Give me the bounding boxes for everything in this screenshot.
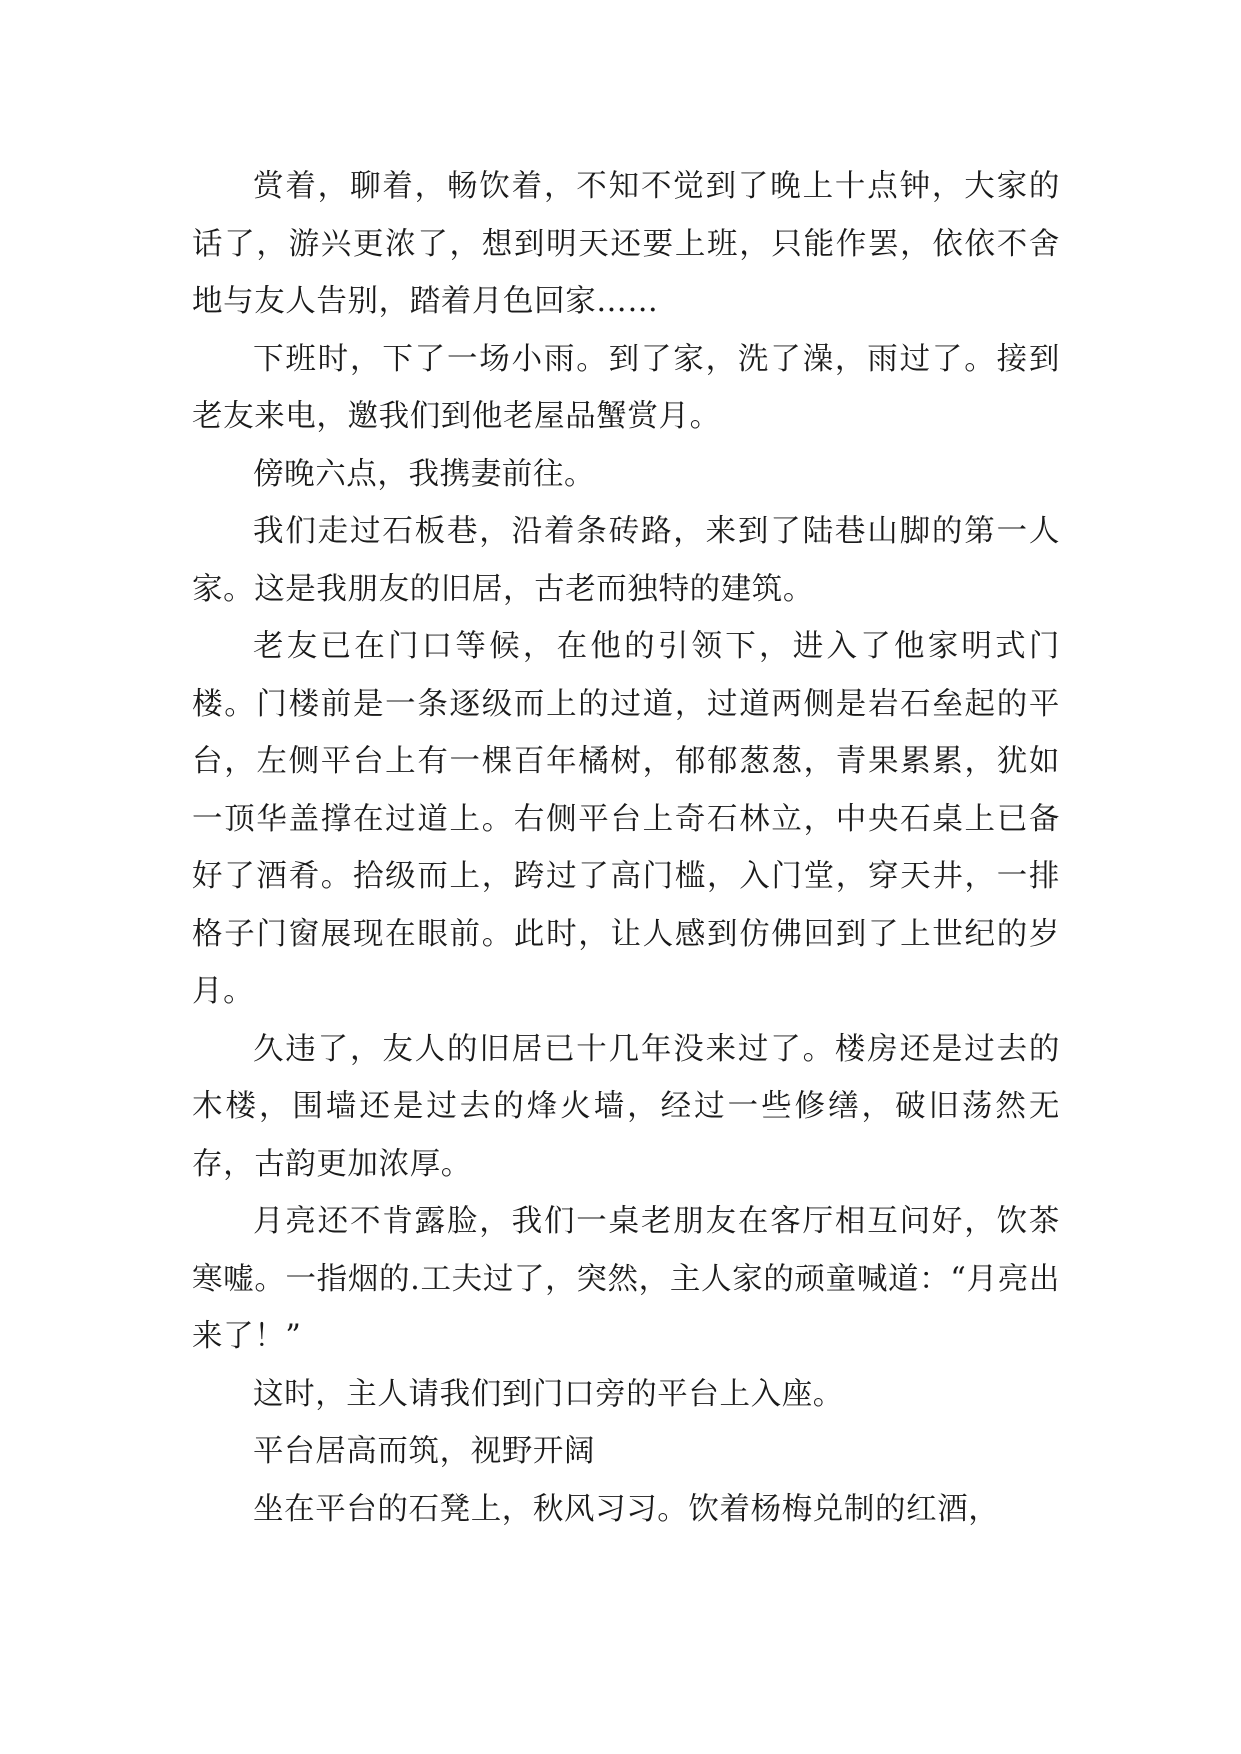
body-text [192,158,1060,1538]
paragraph-10: 坐在平台的石凳上，秋风习习。饮着杨梅兑制的红酒， [253,1491,1000,1527]
paragraph-5: 老友已在门口等候，在他的引领下，进入了他家明式门楼。门楼前是一条逐级而上的过道，过道两侧是岩石垒起的平台，左侧平台上有一棵百年橘树，郁郁葱葱，青果累累，犹如一顶华盖撑在过道上。右侧平台上奇石林立，中央石桌上已备好了酒肴。拾级而上，跨过了高门槛，入门堂，穿天井，一排格子门窗展现在眼前。此时，让人感到仿佛回到了上世纪的岁月。 [192,629,1060,1009]
paragraph-7: 月亮还不肯露脸，我们一桌老朋友在客厅相互问好，饮茶寒嘘。一指烟的.工夫过了，突然，主人家的顽童喊道：“月亮出来了！” [192,1204,1060,1354]
paragraph-2: 下班时，下了一场小雨。到了家，洗了澡，雨过了。接到老友来电，邀我们到他老屋品蟹赏月。 [192,341,1060,434]
paragraph-1: 赏着，聊着，畅饮着，不知不觉到了晚上十点钟，大家的话了，游兴更浓了，想到明天还要上班，只能作罢，依依不舍地与友人告别，踏着月色回家…… [192,169,1060,319]
paragraph-8: 这时，主人请我们到门口旁的平台上入座。 [253,1376,844,1412]
paragraph-9: 平台居高而筑，视野开阔 [253,1434,596,1469]
paragraph-6: 久违了，友人的旧居已十几年没来过了。楼房还是过去的木楼，围墙还是过去的烽火墙，经过一些修缮，破旧荡然无存，古韵更加浓厚。 [192,1031,1060,1182]
paragraph-3: 傍晚六点，我携妻前往。 [253,456,596,492]
paragraph-4: 我们走过石板巷，沿着条砖路，来到了陆巷山脚的第一人家。这是我朋友的旧居，古老而独特的建筑。 [192,514,1060,607]
